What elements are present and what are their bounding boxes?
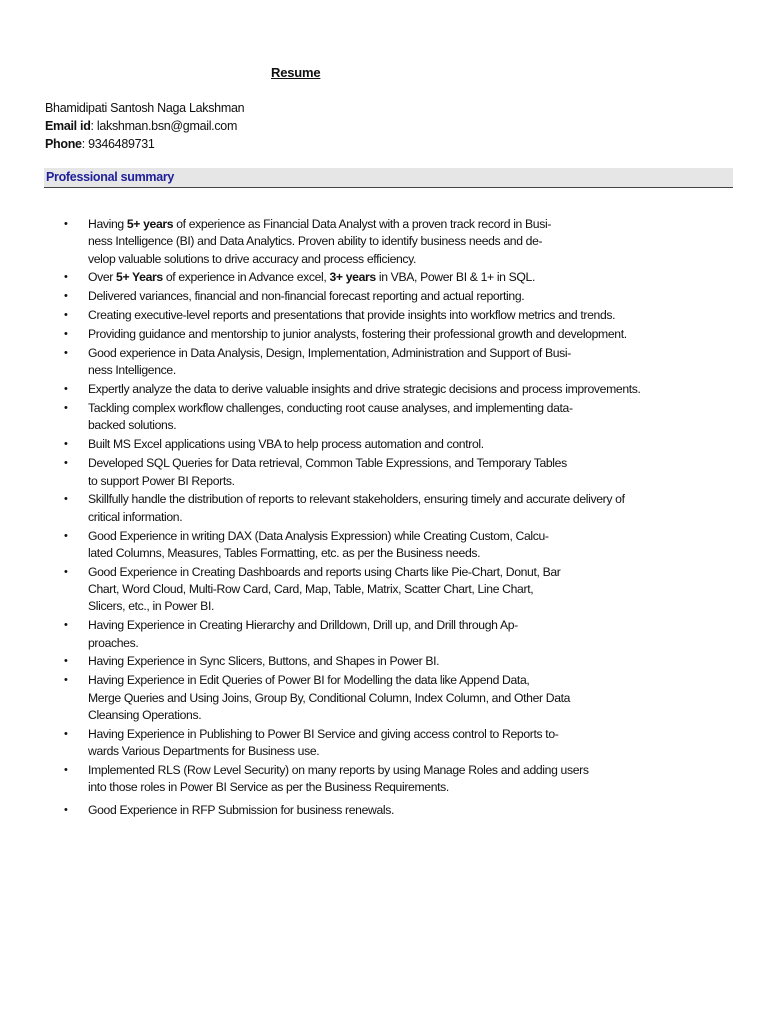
candidate-name: Bhamidipati Santosh Naga Lakshman [45, 101, 245, 115]
email-line: Email id: lakshman.bsn@gmail.com [45, 119, 238, 133]
summary-bullet [60, 216, 720, 268]
bullet-icon: • [64, 655, 68, 668]
bullet-icon: • [64, 218, 68, 230]
contact-block [45, 99, 244, 153]
bullet-text: Good experience in Data Analysis, Design, Implementation, Administration and Support of Busi- ness Intelligence. [88, 346, 571, 378]
bullet-icon: • [64, 565, 68, 578]
bullet-icon: • [64, 309, 68, 322]
bullet-text: Providing guidance and mentorship to junior analysts, fostering their professional growth and development. [88, 327, 627, 342]
summary-bullet [60, 802, 720, 819]
bullet-text: Developed SQL Queries for Data retrieval, Common Table Expressions, and Temporary Tables to support Power BI Reports. [88, 456, 567, 488]
bullet-icon: • [64, 727, 68, 740]
bullet-icon: • [64, 529, 68, 542]
bullet-text: Having Experience in Sync Slicers, Buttons, and Shapes in Power BI. [88, 654, 440, 669]
bullet-icon: • [64, 383, 68, 396]
email-value: lakshman.bsn@gmail.com [96, 119, 238, 133]
summary-bullet [60, 653, 720, 670]
bullet-icon: • [64, 674, 68, 687]
section-header-bar [44, 168, 733, 188]
bullet-emphasis: 5+ years [126, 217, 174, 231]
summary-bullet [60, 436, 720, 453]
bullet-emphasis: 5+ Years [116, 270, 163, 285]
section-title: Professional summary [46, 170, 175, 184]
bullet-icon: • [64, 764, 68, 776]
bullet-icon: • [64, 493, 68, 506]
phone-label: Phone [45, 137, 82, 151]
bullet-text: Good Experience in RFP Submission for business renewals. [88, 802, 395, 817]
bullet-text: Good Experience in writing DAX (Data Analysis Expression) while Creating Custom, Calcu- lated Columns, Measures, Tables Formatting, etc. as per the Business needs. [88, 528, 549, 560]
bullet-text: Good Experience in Creating Dashboards and reports using Charts like Pie-Chart, Donut, Bar Chart, Word Cloud, Multi-Row Card, Card, Map, Table, Matrix, Scatter Chart, Line Chart, Slicers, etc., in Power BI. [88, 564, 561, 614]
bullet-text: Expertly analyze the data to derive valuable insights and drive strategic decisions and process improvements. [88, 382, 641, 397]
bullet-text: Skillfully handle the distribution of reports to relevant stakeholders, ensuring timely and accurate delivery of critical information. [88, 492, 625, 524]
summary-bullet [60, 345, 720, 380]
summary-bullet [60, 617, 720, 652]
bullet-text: Having Experience in Edit Queries of Power BI for Modelling the data like Append Data, Merge Queries and Using Joins, Group By, Conditional Column, Index Column, and Other Data Cleansing Operations. [88, 673, 571, 722]
email-label: Email id [45, 119, 91, 133]
bullet-text: Having Experience in Publishing to Power BI Service and giving access control to Reports to- wards Various Departments for Business use. [88, 726, 559, 759]
summary-bullet [60, 307, 720, 324]
bullet-text: of experience as Financial Data Analyst with a proven track record in Busi- ness Intelligence (BI) and Data Analytics. Proven ability to identify business needs and de- velop valuable solutions to drive accuracy and process efficiency. [88, 217, 552, 266]
summary-bullet [60, 726, 720, 761]
summary-bullet [60, 455, 720, 490]
bullet-icon: • [64, 803, 68, 816]
summary-bullet [60, 269, 720, 286]
phone-value: 9346489731 [88, 137, 155, 151]
summary-bullet [60, 288, 720, 305]
summary-bullet [60, 528, 720, 563]
bullet-icon: • [64, 438, 68, 451]
summary-bullet [60, 564, 720, 616]
bullet-text: Having [88, 217, 127, 231]
bullet-icon: • [64, 328, 68, 341]
bullet-text: Creating executive-level reports and presentations that provide insights into workflow metrics and trends. [88, 308, 616, 323]
bullet-text: of experience in Advance excel, [162, 270, 330, 285]
summary-bullet [60, 400, 720, 435]
bullet-text: Over [88, 270, 117, 285]
summary-bullet [60, 672, 720, 724]
bullet-icon: • [64, 271, 68, 284]
summary-bullet [60, 762, 720, 797]
summary-bullet [60, 381, 720, 398]
summary-bullet-list [60, 216, 720, 820]
bullet-icon: • [64, 402, 68, 415]
bullet-emphasis: 3+ years [329, 270, 376, 285]
summary-bullet [60, 326, 720, 343]
document-title: Resume [271, 65, 321, 80]
bullet-icon: • [64, 290, 68, 303]
bullet-text: Implemented RLS (Row Level Security) on many reports by using Manage Roles and adding users into those roles in Power BI Service as per the Business Requirements. [88, 763, 589, 795]
bullet-text: in VBA, Power BI & 1+ in SQL. [375, 270, 536, 285]
bullet-text: Delivered variances, financial and non-financial forecast reporting and actual reporting. [88, 289, 525, 304]
bullet-text: Tackling complex workflow challenges, conducting root cause analyses, and implementing data- backed solutions. [88, 401, 573, 433]
phone-line: Phone: 9346489731 [45, 137, 155, 151]
bullet-icon: • [64, 347, 68, 360]
bullet-icon: • [64, 619, 68, 632]
bullet-text: Having Experience in Creating Hierarchy and Drilldown, Drill up, and Drill through Ap- proaches. [88, 618, 518, 650]
summary-bullet [60, 491, 720, 526]
bullet-icon: • [64, 457, 68, 470]
bullet-text: Built MS Excel applications using VBA to help process automation and control. [88, 437, 484, 452]
